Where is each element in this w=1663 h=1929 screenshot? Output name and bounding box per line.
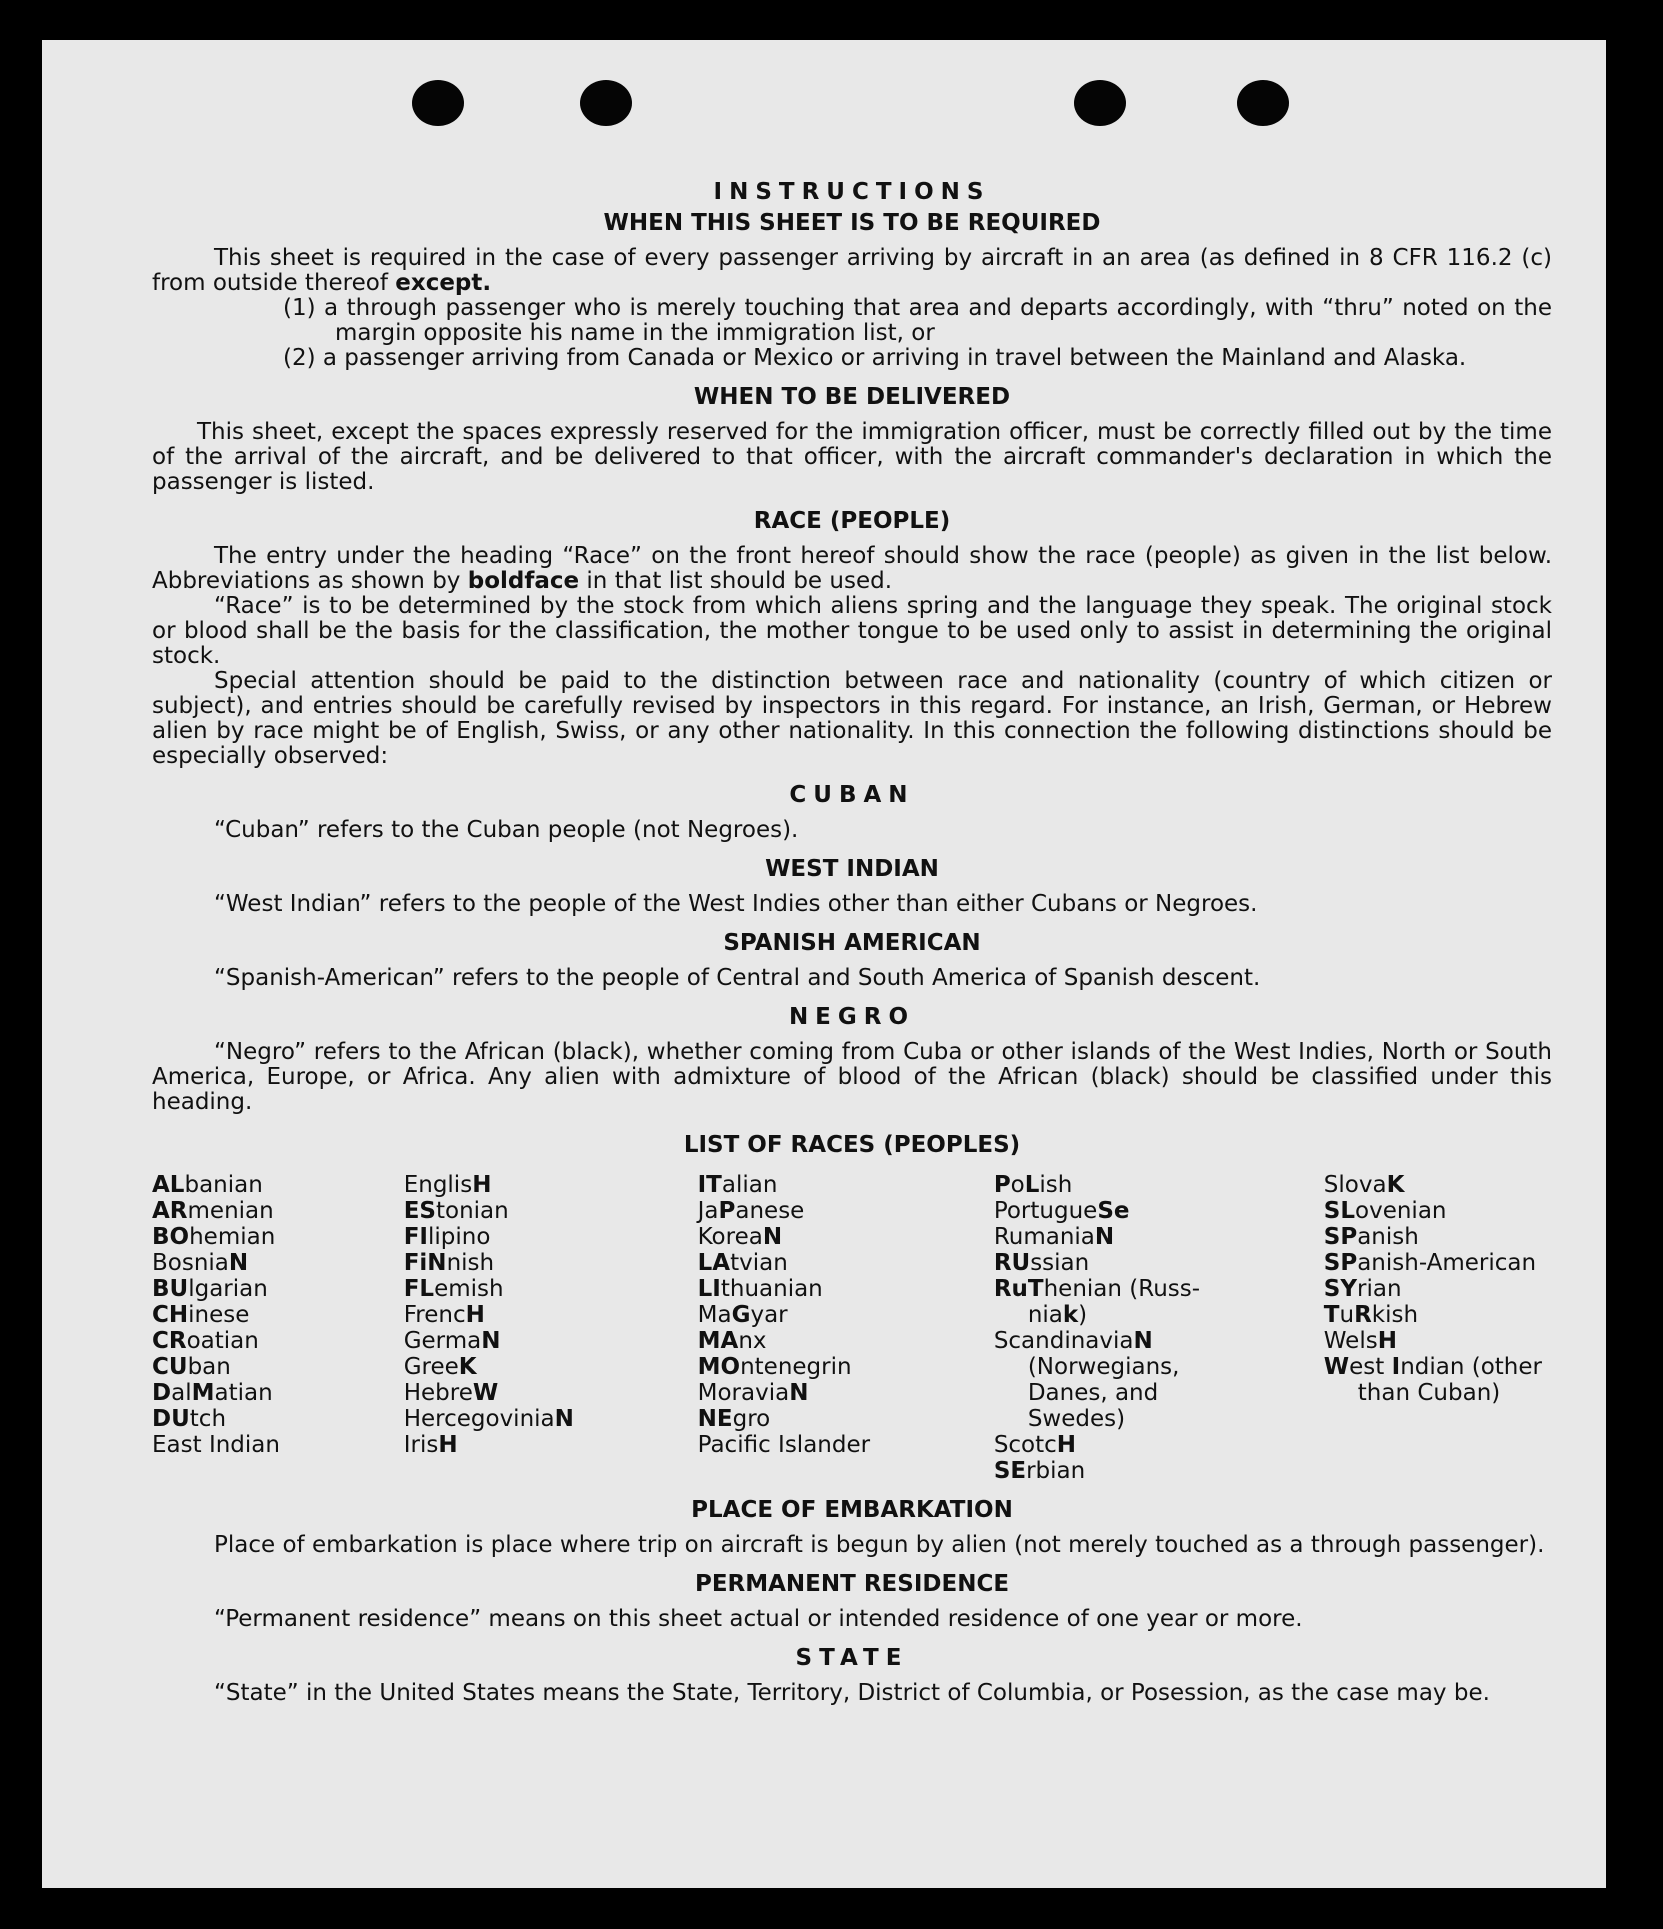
race-text: Englis — [403, 1172, 473, 1198]
section-heading-spanish-american: SPANISH AMERICAN — [723, 930, 981, 956]
race-abbrev: k — [1062, 1302, 1079, 1328]
race-entry — [152, 1224, 280, 1250]
races-column — [994, 1172, 1200, 1484]
race-text: tvian — [730, 1250, 788, 1276]
race-entry — [152, 1250, 280, 1276]
race-text: al — [171, 1380, 192, 1406]
race-text: est — [1349, 1354, 1392, 1380]
race-entry — [404, 1250, 574, 1276]
race-abbrev: N — [1133, 1328, 1153, 1354]
race-entry — [404, 1380, 574, 1406]
race-text: o — [1010, 1172, 1025, 1198]
race-text: hemian — [189, 1224, 276, 1250]
paragraph-required — [152, 246, 1552, 296]
punch-hole — [1074, 80, 1126, 126]
race-text: Ma — [697, 1302, 732, 1328]
paragraph-race-1 — [152, 544, 1552, 594]
race-entry — [1324, 1354, 1542, 1380]
race-text: ssian — [1030, 1250, 1090, 1276]
race-text: nish — [446, 1250, 495, 1276]
paragraph-race-2: “Race” is to be determined by the stock from which aliens spring and the language they speak. The original stock or blood shall be the basis for the classification, the mother tongue to be used only to assist in determining the original stock. — [152, 593, 1552, 669]
race-abbrev: I — [1391, 1354, 1401, 1380]
race-abbrev: W — [1323, 1354, 1350, 1380]
race-text: East Indian — [152, 1432, 280, 1458]
race-text: ndian (other — [1400, 1354, 1542, 1380]
race-text: rian — [1357, 1276, 1402, 1302]
race-text: Danes, and — [1027, 1380, 1159, 1406]
race-abbrev: FI — [403, 1224, 428, 1250]
race-text: u — [1339, 1302, 1355, 1328]
race-entry — [994, 1172, 1200, 1198]
race-entry — [1324, 1198, 1542, 1224]
race-entry — [698, 1406, 870, 1432]
race-entry — [152, 1276, 280, 1302]
race-text: Scandinavia — [993, 1328, 1134, 1354]
race-text: Moravia — [697, 1380, 790, 1406]
race-entry — [152, 1172, 280, 1198]
race-abbrev: K — [458, 1354, 477, 1380]
race-abbrev: N — [762, 1224, 783, 1250]
race-entry — [404, 1302, 574, 1328]
race-entry — [1324, 1380, 1542, 1406]
race-abbrev: Se — [1097, 1198, 1130, 1224]
race-entry — [1324, 1172, 1542, 1198]
race-entry — [698, 1276, 870, 1302]
race-abbrev: AR — [152, 1198, 188, 1224]
race-entry — [152, 1328, 280, 1354]
paragraph-text: This sheet is required in the case of every passenger arriving by aircraft in an area (as defined in 8 CFR 116.2 (c) from outside thereof — [152, 245, 1552, 296]
race-text: ) — [1078, 1302, 1088, 1328]
race-abbrev: ES — [403, 1198, 436, 1224]
list-item: (1) a through passenger who is merely touching that area and departs accordingly, with “thru” noted on the margin opposite his name in the immigration list, or — [283, 295, 1552, 346]
race-abbrev: N — [481, 1328, 501, 1354]
race-text: menian — [187, 1198, 274, 1224]
race-abbrev: SE — [993, 1458, 1027, 1484]
race-text: oatian — [186, 1328, 259, 1354]
race-abbrev: R — [1354, 1302, 1372, 1328]
punch-hole — [580, 80, 632, 126]
race-text: ban — [187, 1354, 231, 1380]
race-entry — [1324, 1276, 1542, 1302]
race-abbrev: MA — [697, 1328, 739, 1354]
race-text: Wels — [1323, 1328, 1378, 1354]
document-sheet — [42, 40, 1606, 1888]
race-abbrev: N — [1094, 1224, 1115, 1250]
race-abbrev: CH — [152, 1302, 189, 1328]
race-abbrev: H — [438, 1432, 458, 1458]
race-text: Rumania — [993, 1224, 1095, 1250]
race-entry — [152, 1380, 280, 1406]
race-text: banian — [184, 1172, 263, 1198]
race-entry — [994, 1432, 1200, 1458]
race-text: tch — [189, 1406, 227, 1432]
race-entry — [698, 1198, 870, 1224]
race-abbrev: NE — [697, 1406, 733, 1432]
race-abbrev: N — [228, 1250, 249, 1276]
race-abbrev: CR — [152, 1328, 187, 1354]
punch-hole — [1237, 80, 1289, 126]
race-entry — [994, 1354, 1200, 1380]
race-abbrev: AL — [152, 1172, 185, 1198]
paragraph-negro: “Negro” refers to the African (black), whether coming from Cuba or other islands of the West Indies, North or South America, Europe, or Africa. Any alien with admixture of blood of the African (black) should be classified under this heading. — [152, 1039, 1552, 1115]
race-entry — [994, 1250, 1200, 1276]
race-entry — [1324, 1328, 1542, 1354]
race-entry — [404, 1354, 574, 1380]
race-text: ish — [1039, 1172, 1073, 1198]
race-text: rbian — [1026, 1458, 1086, 1484]
race-text: Slova — [1323, 1172, 1387, 1198]
race-abbrev: P — [993, 1172, 1011, 1198]
race-abbrev: MO — [697, 1354, 741, 1380]
race-entry — [698, 1328, 870, 1354]
page-title: INSTRUCTIONS — [713, 179, 991, 205]
race-abbrev: SP — [1323, 1250, 1358, 1276]
race-text: Hebre — [403, 1380, 473, 1406]
race-abbrev: IT — [697, 1172, 722, 1198]
race-entry — [698, 1302, 870, 1328]
race-abbrev: LI — [697, 1276, 721, 1302]
section-heading-races-list: LIST OF RACES (PEOPLES) — [683, 1132, 1021, 1158]
paragraph-text: in that list should be used. — [586, 568, 893, 594]
race-abbrev: T — [1323, 1302, 1340, 1328]
race-text: tonian — [435, 1198, 509, 1224]
race-abbrev: RU — [993, 1250, 1031, 1276]
race-text: anish — [1357, 1224, 1419, 1250]
race-text: Pacific Islander — [697, 1432, 871, 1458]
race-text: Swedes) — [1027, 1406, 1126, 1432]
races-column — [698, 1172, 870, 1484]
race-entry — [994, 1302, 1200, 1328]
races-column — [1324, 1172, 1542, 1484]
section-heading-race: RACE (PEOPLE) — [753, 508, 951, 534]
race-entry — [404, 1172, 574, 1198]
race-entry — [1324, 1250, 1542, 1276]
race-abbrev: N — [554, 1406, 574, 1432]
instructions-content — [152, 180, 1552, 1706]
race-text: anese — [735, 1198, 805, 1224]
race-entry — [404, 1328, 574, 1354]
race-abbrev: SY — [1323, 1276, 1358, 1302]
race-abbrev: LA — [697, 1250, 731, 1276]
list-item: (2) a passenger arriving from Canada or Mexico or arriving in travel between the Mainland and Alaska. — [283, 345, 1467, 371]
section-heading-delivered: WHEN TO BE DELIVERED — [693, 384, 1011, 410]
race-abbrev: H — [1377, 1328, 1397, 1354]
race-abbrev: L — [1024, 1172, 1040, 1198]
race-text: henian (Russ- — [1043, 1276, 1201, 1302]
race-entry — [152, 1198, 280, 1224]
race-entry — [152, 1432, 280, 1458]
races-list — [152, 1172, 1552, 1484]
race-text: (Norwegians, — [1027, 1354, 1180, 1380]
section-heading-west-indian: WEST INDIAN — [765, 856, 939, 882]
race-text: inese — [188, 1302, 250, 1328]
paragraph-text: The entry under the heading “Race” on the front hereof should show the race (people) as given in the list below. Abbreviations as shown by — [152, 543, 1552, 594]
race-entry — [698, 1250, 870, 1276]
race-entry — [698, 1172, 870, 1198]
race-abbrev: M — [191, 1380, 215, 1406]
race-text: Frenc — [403, 1302, 466, 1328]
race-abbrev: SP — [1323, 1224, 1358, 1250]
section-heading-cuban: CUBAN — [789, 782, 915, 808]
race-entry — [1324, 1302, 1542, 1328]
race-text: Germa — [403, 1328, 482, 1354]
race-text: than Cuban) — [1357, 1380, 1501, 1406]
race-abbrev: H — [465, 1302, 485, 1328]
race-entry — [994, 1458, 1200, 1484]
paragraph-race-3: Special attention should be paid to the distinction between race and nationality (country of which citizen or subject), and entries should be carefully revised by inspectors in this regard. For instance, an Irish, German, or Hebrew alien by race might be of English, Swiss, or any other nationality. In this connection the following distinctions should be especially observed: — [152, 668, 1552, 769]
paragraph-cuban: “Cuban” refers to the Cuban people (not Negroes). — [214, 817, 799, 843]
race-abbrev: K — [1386, 1172, 1405, 1198]
race-abbrev: FL — [403, 1276, 435, 1302]
paragraph-embarkation: Place of embarkation is place where trip on aircraft is begun by alien (not merely touched as a through passenger). — [214, 1532, 1545, 1558]
race-text: lgarian — [188, 1276, 268, 1302]
race-text: ovenian — [1355, 1198, 1447, 1224]
race-entry — [994, 1276, 1200, 1302]
section-heading-negro: NEGRO — [788, 1004, 916, 1030]
race-text: lipino — [427, 1224, 491, 1250]
race-entry — [152, 1406, 280, 1432]
race-text: emish — [434, 1276, 504, 1302]
race-abbrev: P — [718, 1198, 736, 1224]
race-abbrev: BU — [152, 1276, 189, 1302]
race-text: Iris — [403, 1432, 439, 1458]
race-text: kish — [1371, 1302, 1419, 1328]
race-entry — [698, 1354, 870, 1380]
paragraph-state: “State” in the United States means the State, Territory, District of Columbia, or Posession, as the case may be. — [214, 1680, 1490, 1706]
race-entry — [404, 1406, 574, 1432]
race-abbrev: DU — [152, 1406, 190, 1432]
race-text: Hercegovinia — [403, 1406, 555, 1432]
section-heading-required: WHEN THIS SHEET IS TO BE REQUIRED — [603, 210, 1101, 236]
race-text: thuanian — [720, 1276, 823, 1302]
race-text: Bosnia — [152, 1250, 229, 1276]
bold-text: except. — [395, 270, 492, 296]
race-entry — [152, 1302, 280, 1328]
race-text: Portugue — [993, 1198, 1098, 1224]
race-entry — [994, 1198, 1200, 1224]
race-text: Ja — [697, 1198, 719, 1224]
punch-hole — [412, 80, 464, 126]
section-heading-embarkation: PLACE OF EMBARKATION — [691, 1497, 1013, 1523]
paragraph-delivered: This sheet, except the spaces expressly reserved for the immigration officer, must be correctly filled out by the time of the arrival of the aircraft, and be delivered to that officer, with the aircraft commander's declaration in which the passenger is listed. — [152, 419, 1552, 495]
race-abbrev: SL — [1323, 1198, 1356, 1224]
race-abbrev: BO — [152, 1224, 190, 1250]
race-entry — [404, 1198, 574, 1224]
race-abbrev: H — [1056, 1432, 1077, 1458]
race-abbrev: W — [472, 1380, 499, 1406]
race-text: atian — [214, 1380, 273, 1406]
race-text: Scotc — [993, 1432, 1057, 1458]
race-text: gro — [732, 1406, 771, 1432]
section-heading-residence: PERMANENT RESIDENCE — [694, 1571, 1010, 1597]
race-abbrev: RuT — [993, 1276, 1044, 1302]
section-heading-state: STATE — [795, 1645, 909, 1671]
race-text: nia — [1027, 1302, 1063, 1328]
race-text: nx — [738, 1328, 767, 1354]
race-entry — [994, 1224, 1200, 1250]
race-text: anish-American — [1357, 1250, 1537, 1276]
race-abbrev: FiN — [403, 1250, 447, 1276]
race-abbrev: N — [789, 1380, 809, 1406]
race-abbrev: G — [731, 1302, 751, 1328]
race-entry — [994, 1380, 1200, 1406]
bold-text: boldface — [467, 568, 580, 594]
race-abbrev: D — [152, 1380, 172, 1406]
race-text: Korea — [697, 1224, 763, 1250]
race-abbrev: CU — [152, 1354, 188, 1380]
races-column — [152, 1172, 280, 1484]
race-entry — [698, 1432, 870, 1458]
race-entry — [404, 1276, 574, 1302]
race-entry — [994, 1406, 1200, 1432]
paragraph-residence: “Permanent residence” means on this sheet actual or intended residence of one year or more. — [214, 1606, 1303, 1632]
paragraph-west-indian: “West Indian” refers to the people of the West Indies other than either Cubans or Negroes. — [214, 891, 1258, 917]
race-entry — [698, 1380, 870, 1406]
race-text: yar — [750, 1302, 788, 1328]
race-entry — [698, 1224, 870, 1250]
paragraph-spanish-american: “Spanish-American” refers to the people of Central and South America of Spanish descent. — [214, 965, 1261, 991]
races-column — [404, 1172, 574, 1484]
race-entry — [1324, 1224, 1542, 1250]
race-text: alian — [721, 1172, 778, 1198]
race-entry — [152, 1354, 280, 1380]
race-text: Gree — [403, 1354, 459, 1380]
race-entry — [404, 1432, 574, 1458]
race-abbrev: H — [472, 1172, 492, 1198]
race-text: ntenegrin — [740, 1354, 852, 1380]
race-entry — [994, 1328, 1200, 1354]
race-entry — [404, 1224, 574, 1250]
